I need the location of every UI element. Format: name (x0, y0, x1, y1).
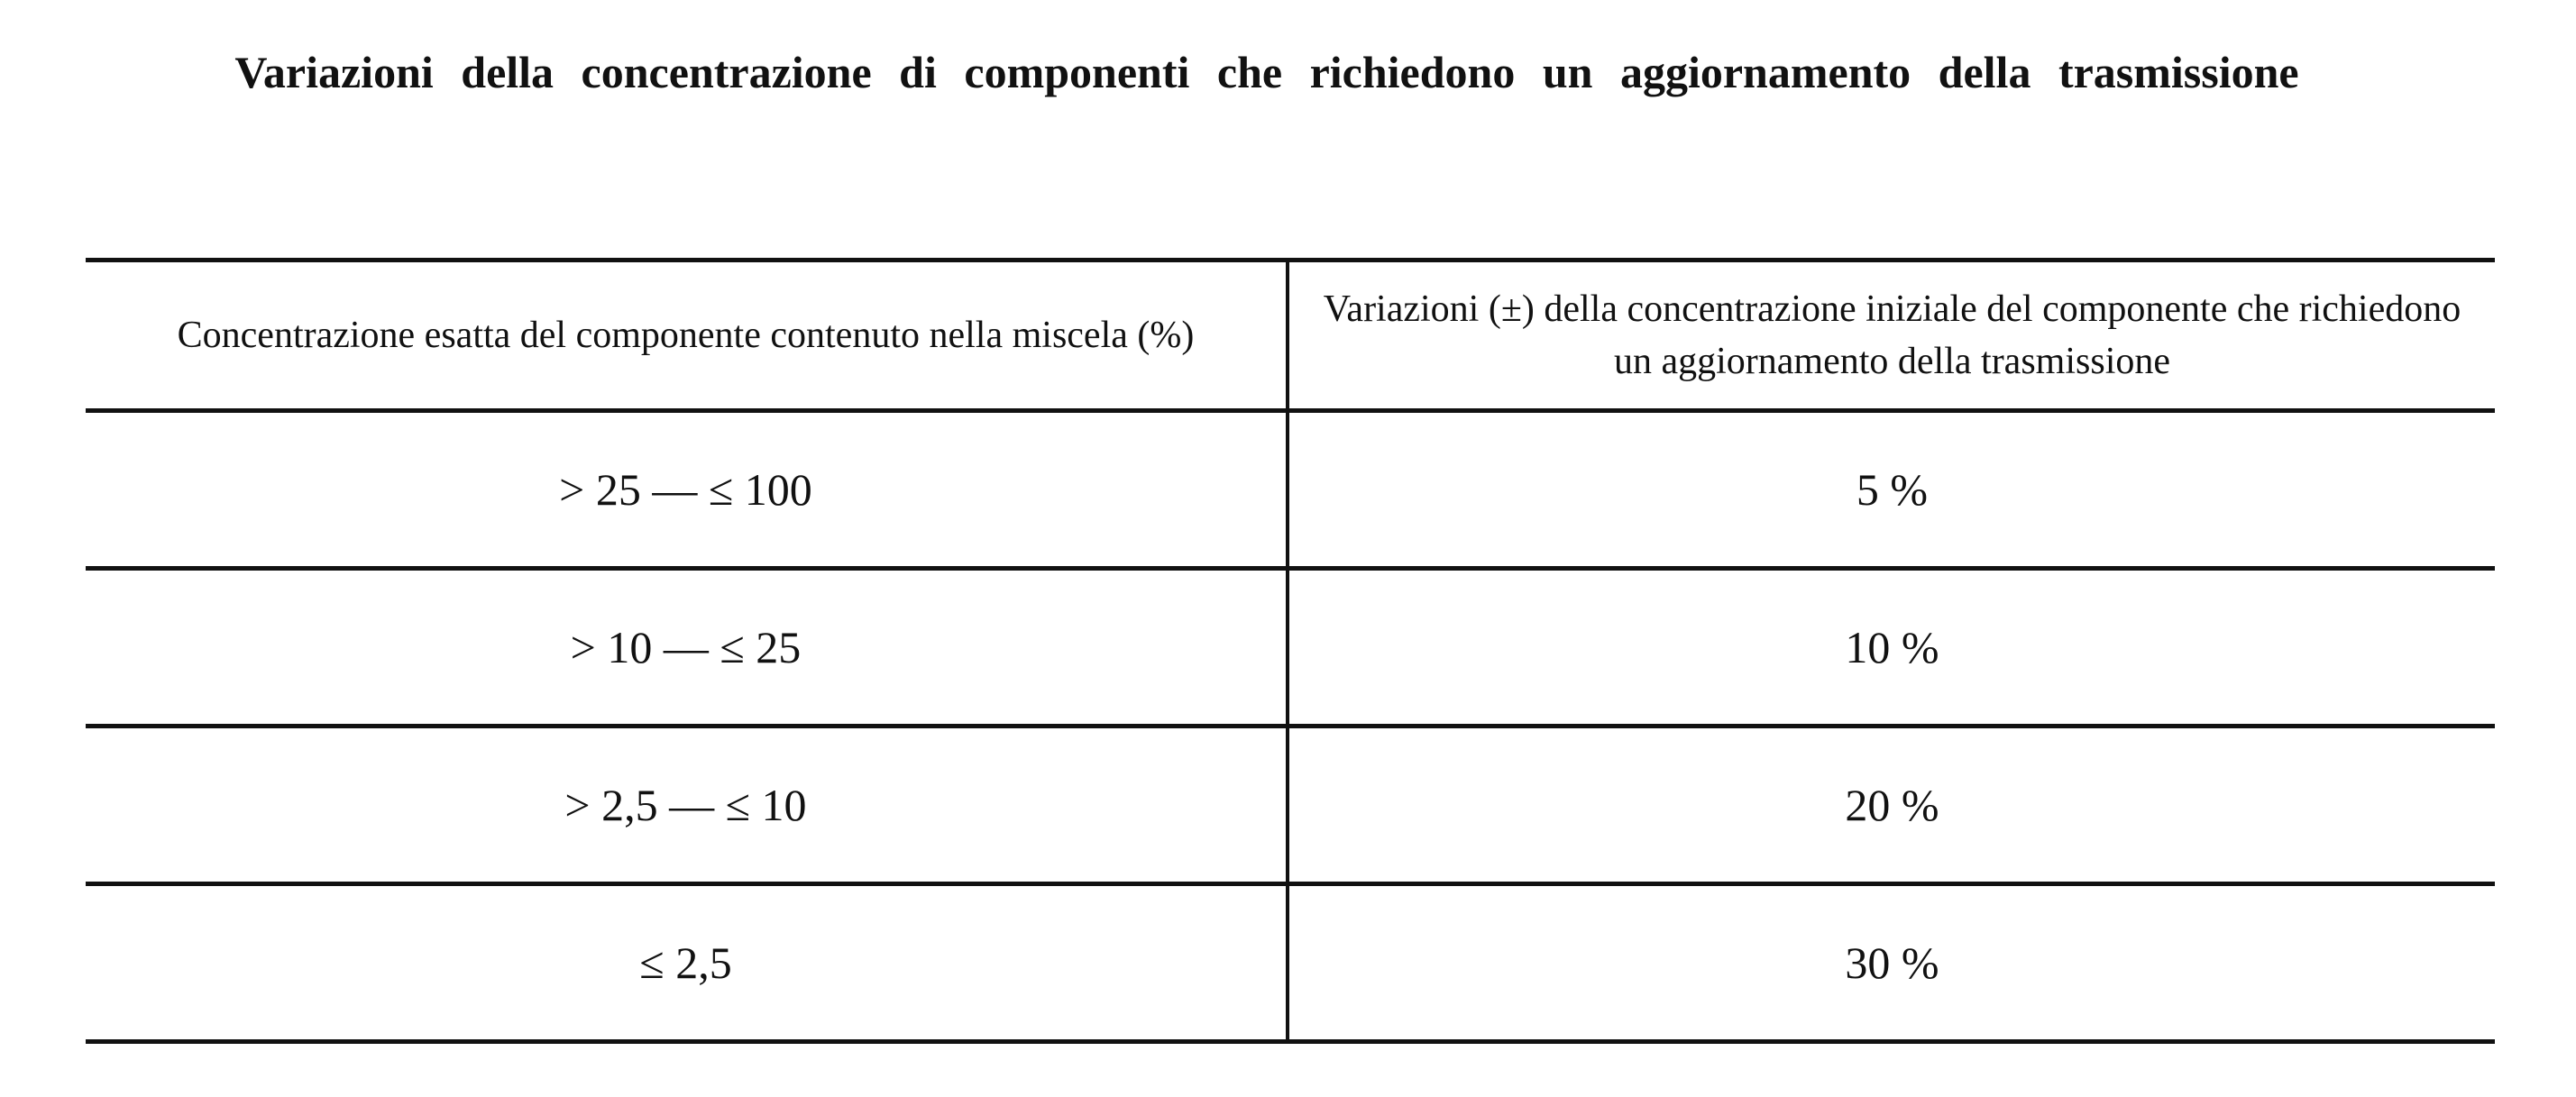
cell-concentration-range: ≤ 2,5 (86, 884, 1288, 1042)
cell-variation-value: 20 % (1288, 727, 2495, 884)
header-concentration-variation: Variazioni (±) della concentrazione iniziale del componente che richiedono un aggiornamento della trasmissione (1288, 261, 2495, 411)
cell-variation-value: 30 % (1288, 884, 2495, 1042)
cell-concentration-range: > 2,5 — ≤ 10 (86, 727, 1288, 884)
concentration-table-container (86, 258, 2495, 1044)
cell-concentration-range: > 10 — ≤ 25 (86, 569, 1288, 727)
cell-concentration-range: > 25 — ≤ 100 (86, 411, 1288, 569)
document-title: Variazioni della concentrazione di componenti che richiedono un aggiornamento della trasmissione (234, 47, 2299, 97)
table-header-row (86, 261, 2495, 411)
cell-variation-value: 5 % (1288, 411, 2495, 569)
table-row (86, 727, 2495, 884)
concentration-table (86, 258, 2495, 1044)
cell-variation-value: 10 % (1288, 569, 2495, 727)
table-row (86, 569, 2495, 727)
header-exact-concentration: Concentrazione esatta del componente contenuto nella miscela (%) (86, 261, 1288, 411)
table-row (86, 411, 2495, 569)
table-row (86, 884, 2495, 1042)
